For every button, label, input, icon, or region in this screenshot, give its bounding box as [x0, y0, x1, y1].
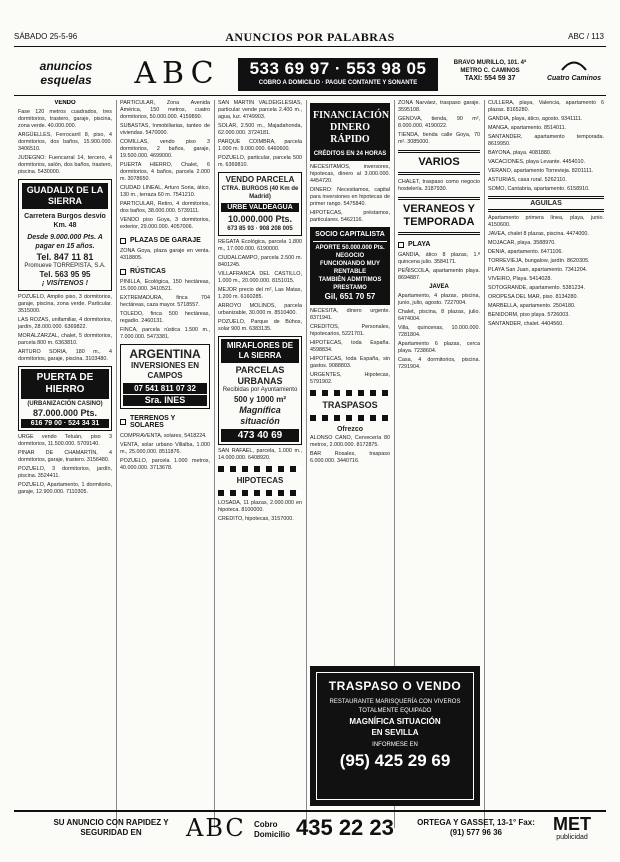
classified-item: VERANO, apartamento Torrevieja. 8201111. [488, 168, 594, 174]
footer-met-logo: MET publicidad [553, 814, 591, 841]
classified-item: ARROYO MOLINOS, parcela urbanizable, 30.000 m. 8510400. [218, 303, 302, 316]
footer-address: ORTEGA Y GASSET, 13-1° Fax: (91) 577 96 36 [417, 818, 535, 837]
classified-item: Fase 120 metros cuadrados, tres dormitorios, trastero, garaje, piscina, zona verde. 40.000.000. [18, 109, 112, 129]
classified-item: PARTICULAR, Zona Avenida América, 150 metros, cuatro dormitorios, 50.000.000. 4159890. [120, 100, 210, 120]
ad-traspaso-sub1: RESTAURANTE MARISQUERÍA CON VIVEROS [329, 699, 461, 705]
curve-icon [561, 59, 587, 71]
ad-traspaso-sub3: MAGNÍFICA SITUACIÓN [349, 717, 441, 726]
ad-vendo-parcela [218, 172, 302, 236]
classified-item: POZUELO, particular, parcela 500 m. 6369810. [218, 155, 302, 168]
header-page-number: ABC / 113 [568, 32, 604, 41]
header-rule [14, 46, 606, 47]
classified-item: SAN RAFAEL, parcela, 1.000 m., 14.000.000. 6408920. [218, 448, 302, 461]
classified-item: JUDEGNO: Fuencarral 14, tercero, 4 dormitorios, salón, dos baños, trastero, piscina. 5430000. [18, 155, 112, 175]
classified-item: Apartamento primera línea, playa, junio. 4150600. [488, 215, 604, 228]
ad-vendo-parcela-price: 10.000.000 Pts. [227, 214, 293, 224]
classified-item: Casa, 4 dormitorios, piscina. 7291904. [398, 357, 480, 370]
classified-item: GANDIA, ático 8 plazas, 1.ª quincena julio. 3584171. [398, 252, 480, 265]
ad-miraflores-sub2: Recibidas por Ayuntamiento [222, 387, 298, 393]
ad-vendo-parcela-sub: CTRA. BURGOS (40 Km de Madrid) [221, 186, 299, 200]
square-icon [120, 419, 126, 425]
classified-item: MOJACAR, playa. 3588970. [488, 240, 556, 246]
section-ofrezco: Ofrezco [336, 426, 364, 433]
ad-vendo-parcela-title: VENDO PARCELA [225, 175, 295, 184]
ad-traspaso-phone: (95) 425 29 69 [339, 751, 451, 770]
classified-item: POZUELO, Apartamento, 1 dormitorio, garaje, 12.900.000. 7110305. [18, 482, 112, 495]
banner-abc-logo: ABC [134, 56, 220, 91]
banner-phones-sub: COBRO A DOMICILIO · PAGUE CONTANTE Y SONANTE [258, 80, 418, 86]
classified-item: VACACIONES, playa Levante. 4454010. [488, 159, 585, 165]
classified-item: SOTOGRANDE, apartamento. 5381234. [488, 285, 585, 291]
classified-item: FINCA, parcela rústica 1.500 m., 7.000.000. 5473381. [120, 327, 210, 340]
section-traspasos: TRASPASOS [322, 400, 378, 410]
classified-item: VENDO piso Goya, 3 dormitorios, exterior, 29.000.000. 4057006. [120, 217, 210, 230]
classified-item: SANTANDER, apartamento temporada. 8619950. [488, 134, 604, 147]
classified-item: LOSADA, 11 plazas, 2.000.000 en hipoteca. 8100000. [218, 500, 302, 513]
classified-item: ASTURIAS, casa rural. 5262110. [488, 177, 567, 183]
top-banner [14, 57, 606, 93]
classified-item: NECESITAMOS, inversores, hipotecas, dinero al 3.000.000. 4454720. [310, 164, 390, 184]
footer-slogan: SU ANUNCIO CON RAPIDEZ Y SEGURIDAD EN [53, 818, 169, 837]
classified-item: PINILLA, Ecológica, 150 hectáreas, 15.000.000. 3410521. [120, 279, 210, 292]
ad-guadalix [18, 179, 112, 291]
ad-guadalix-tel2: Tel. 563 95 95 [39, 270, 91, 279]
ad-financiacion-title: FINANCIACIÓN DINERO RÁPIDO [313, 110, 390, 145]
classified-item: SAN MARTÍN VALDEIGLESIAS, particular vende parcela 2.400 m., agua, luz. 4749903. [218, 100, 302, 120]
classified-item: ARGÜELLES, Ferrocarril 8, piso, 4 dormitorios, dos baños, 15.900.000. 3406510. [18, 132, 112, 152]
ad-guadalix-promo: Promueve TORREPISTA, S.A. [24, 263, 106, 269]
classified-item: COMILLAS, vendo piso 3 dormitorios, 2 baños, garaje, 19.500.000. 4699000. [120, 139, 210, 159]
section-hipotecas: HIPOTECAS [236, 476, 284, 485]
classified-item: HIPOTECAS, préstamos, particulares. 5462116. [310, 210, 390, 223]
classified-item: NECESITA, dinero urgente. 8371941. [310, 308, 390, 321]
ad-miraflores [218, 336, 302, 445]
ad-traspaso-sub2: TOTALMENTE EQUIPADO [358, 708, 432, 714]
classified-item: REGATA Ecológica, parcela 1.800 m., 17.000.000. 6190000. [218, 239, 302, 252]
column-divider [306, 100, 307, 828]
ad-argentina-tel: 07 541 811 07 32 [123, 383, 207, 394]
classified-item: ALONSO CANO, Cervecería 80 metros, 2.000.000. 8172875. [310, 435, 390, 448]
classified-item: SOMO, Cantabria, apartamento. 6158910. [488, 186, 590, 192]
banner-address-line3: TAXI: 554 59 37 [464, 75, 516, 82]
banner-anuncios-esquelas: anuncios esquelas [39, 59, 93, 87]
classified-item: MEJOR precio del m², Las Matas, 1.200 m. 6160285. [218, 287, 302, 300]
ad-guadalix-price: Desde 9.000.000 Pts. A pagar en 15 años. [27, 234, 103, 250]
banner-cuatro-caminos-logo: Cuatro Caminos [544, 59, 604, 89]
ad-vendo-parcela-line: URBE VALDEAGUA [221, 203, 299, 212]
classified-item: Villa, quincenas, 10.000.000. 7281804. [398, 325, 480, 338]
ad-socio-tel: Gil, 651 70 57 [324, 292, 376, 301]
footer-cobro: Cobro Domicilio [254, 820, 291, 839]
classified-item: MORALZARZAL, chalet, 5 dormitorios, parcela 800 m. 6363810. [18, 333, 112, 346]
classified-item: MARBELLA, apartamento. 2504180. [488, 303, 576, 309]
classified-item: ZONA Narváez, traspaso garaje. 3595108. [398, 100, 480, 113]
ad-puerta-hierro-tel: 616 79 00 · 524 34 31 [21, 419, 109, 428]
square-icon [120, 238, 126, 244]
ad-socio-title: SOCIO CAPITALISTA [313, 230, 387, 242]
ad-miraflores-sub: PARCELAS URBANAS [235, 365, 285, 386]
ad-argentina-sub: INVERSIONES EN CAMPOS [130, 361, 199, 380]
ad-argentina-title: ARGENTINA [129, 347, 201, 361]
classified-item: GANDIA, playa, ático, agosto. 9341111. [488, 116, 583, 122]
ad-argentina [120, 344, 210, 409]
classified-item: SUBASTAS, Inmobiliarias, tanteo de viviendas. 5470000. [120, 123, 210, 136]
ad-miraflores-tel: 473 40 69 [221, 429, 299, 442]
column-divider [484, 100, 485, 828]
section-playa: PLAYA [398, 241, 480, 248]
classified-item: COMPRAVENTA, solares, 5418224. [120, 433, 207, 439]
checker-divider [218, 466, 302, 472]
header-title: ANUNCIOS POR PALABRAS [225, 30, 395, 44]
page-header [14, 30, 606, 44]
ad-guadalix-title: GUADALIX DE LA SIERRA [22, 183, 108, 209]
classified-item: VENTA, solar urbano Villalba, 1.000 m., 25.000.000. 8511876. [120, 442, 210, 455]
classified-item: VILLAFRANCA DEL CASTILLO, 1.000 m., 20.000.000. 8151015. [218, 271, 302, 284]
classified-item: SANTANDER, chalet. 4404560. [488, 321, 564, 327]
ad-traspaso-frame [316, 672, 474, 800]
classified-item: BAR Rosales, traspaso 6.000.000. 3440716. [310, 451, 390, 464]
ad-guadalix-sub: Carretera Burgos desvío Km. 48 [24, 213, 106, 229]
banner-phones: 533 69 97 · 553 98 05 [249, 59, 427, 78]
classified-item: JAVEA, chalet 8 plazas, piscina. 4474000. [488, 231, 589, 237]
ad-traspaso-restaurante [310, 666, 480, 806]
ad-financiacion-sub: CRÉDITOS EN 24 HORAS [313, 151, 387, 157]
classified-item: PARQUE COIMBRA, parcela 1.000 m. 9.000.000. 6460600. [218, 139, 302, 152]
classified-item: PEÑISCOLA, apartamento playa. 8694887. [398, 268, 480, 281]
classified-item: CULLERA, playa, Valencia, apartamento 6 plazas. 8165280. [488, 100, 604, 113]
classified-item: TIENDA, tienda calle Goya, 70 m². 3085000. [398, 132, 480, 145]
section-plazas-garaje: PLAZAS DE GARAJE [120, 237, 210, 244]
footer-banner [14, 814, 606, 844]
classified-item: PUERTA HIERRO, Chalet, 6 dormitorios, 4 baños, parcela 2.000 m. 3078650. [120, 162, 210, 182]
column-3 [218, 100, 302, 812]
ad-argentina-name: Sra. INES [123, 395, 207, 406]
ad-traspaso-sub5: INFORMESE EN [372, 742, 418, 748]
footer-rule [14, 810, 606, 812]
ad-puerta-hierro-title: PUERTA DE HIERRO [21, 369, 109, 399]
classified-item: EXTREMADURA, finca 704 hectáreas, caza mayor. 5718557. [120, 295, 210, 308]
column-6 [488, 100, 604, 812]
classified-item: CREDITO, hipotecas, 3157000. [218, 516, 294, 522]
footer-abc-logo: ABC [186, 814, 246, 842]
ad-financiacion [310, 103, 390, 161]
header-date: SÁBADO 25-5-96 [14, 32, 78, 41]
classified-item: PLAYA San Juan, apartamento. 7341204. [488, 267, 588, 273]
checker-divider [310, 415, 390, 421]
classified-item: CHALET, traspaso como negocio hostelería. 3187930. [398, 179, 480, 192]
ad-socio-capitalista [310, 227, 390, 305]
column-4 [310, 100, 390, 660]
banner-address-line1: BRAVO MURILLO, 101. 4ª [453, 60, 527, 66]
classified-item: Apartamento, 4 plazas, piscina, junio, julio, agosto. 7227004. [398, 293, 480, 306]
classified-item: ZONA Goya, plaza garaje en venta. 4318805. [120, 248, 210, 261]
classified-item: ARTURO SORIA, 180 m., 4 dormitorios, garaje, piscina. 3103480. [18, 349, 112, 362]
classified-item: OROPESA DEL MAR, piso. 8134280. [488, 294, 578, 300]
ad-guadalix-visit: ¡ VISÍTENOS ! [42, 280, 88, 287]
column-2 [120, 100, 210, 812]
classified-item: POZUELO, parcela 1.000 metros, 40.000.000. 3713678. [120, 458, 210, 471]
classified-item: POZUELO, Parque de Búhos, solar 900 m. 6383135. [218, 319, 302, 332]
column-divider [214, 100, 215, 828]
banner-phone-box [238, 58, 438, 91]
classified-item: URGE vendo Tetuán, piso 3 dormitorios, 11.500.000. 5709140. [18, 434, 112, 447]
classified-item: BENIDORM, piso playa. 5726003. [488, 312, 570, 318]
column-5 [398, 100, 480, 660]
classified-item: CREDITOS, Personales, hipotecarios, 5221701. [310, 324, 390, 337]
section-javea: JAVEA [429, 284, 449, 290]
ad-vendo-parcela-tel: 673 85 93 · 908 208 005 [227, 226, 293, 232]
classified-item: SOLAR, 2.500 m., Majadahonda, 62.000.000. 3724181. [218, 123, 302, 136]
classified-item: Chalet, piscina, 8 plazas, julio. 6474004. [398, 309, 480, 322]
section-terrenos: TERRENOS Y SOLARES [120, 415, 210, 429]
classified-item: Apartamento 6 plazas, cerca playa. 7238604. [398, 341, 480, 354]
column-divider [116, 100, 117, 828]
ad-guadalix-tel: Tel. 847 11 81 [36, 252, 94, 262]
banner-address [440, 59, 540, 83]
ad-puerta-hierro [18, 366, 112, 431]
classified-item: POZUELO, 3 dormitorios, jardín, piscina. 3524411. [18, 466, 112, 479]
classified-item: URGENTES, Hipotecas, 5791902. [310, 372, 390, 385]
classified-item: PARTICULAR, Retiro, 4 dormitorios, dos baños, 38.000.000. 5739111. [120, 201, 210, 214]
section-rusticas: RÚSTICAS [120, 268, 210, 275]
footer-phone: 435 22 23 [296, 815, 394, 840]
ad-socio-body: APORTE 50.000.000 Pts. NEGOCIO FUNCIONANDO MUY RENTABLE [315, 245, 385, 275]
column-1 [18, 100, 112, 812]
section-vendo: VENDO [54, 100, 76, 106]
checker-divider [310, 390, 390, 396]
classified-item: DENIA, apartamento. 6471106. [488, 249, 563, 255]
classified-item: GENOVA, tienda, 90 m², 8.000.000. 4190022. [398, 116, 480, 129]
square-icon [120, 269, 126, 275]
section-veraneos: VERANEOS Y TEMPORADA [398, 197, 480, 235]
ad-socio-sub: TAMBIÉN ADMITIMOS PRESTAMO [318, 277, 382, 291]
classified-item: BAYONA, playa. 4081880. [488, 150, 552, 156]
ad-miraflores-tag: Magnífica situación [239, 405, 281, 426]
classified-item: TOLEDO, finca 500 hectáreas, regadío. 2460131. [120, 311, 210, 324]
ad-miraflores-title: MIRAFLORES DE LA SIERRA [221, 339, 299, 363]
ad-puerta-hierro-price: 87.000.000 Pts. [32, 408, 98, 418]
ad-miraflores-size: 500 y 1000 m² [233, 395, 287, 404]
classified-item: HIPOTECAS, toda España, sin gastos. 9088803. [310, 356, 390, 369]
banner-address-line2: METRO C. CAMINOS [460, 68, 520, 74]
classified-item: DINERO: Necesitamos, capital para inversiones en hipotecas de primer rango. 5475840. [310, 187, 390, 207]
classified-item: PINAR DE CHAMARTÍN, 4 dormitorios, garaje, trastero. 3156480. [18, 450, 112, 463]
ad-traspaso-title: TRASPASO O VENDO [328, 679, 462, 693]
checker-divider [218, 490, 302, 496]
classified-item: LAS ROZAS, unifamiliar, 4 dormitorios, jardín, 28.000.000. 6369822. [18, 317, 112, 330]
ad-puerta-hierro-sub: (URBANIZACIÓN CASINO) [27, 401, 103, 407]
square-icon [398, 242, 404, 248]
classified-item: POZUELO, Amplio piso, 3 dormitorios, garaje, piscina, zona verde. Particular. 3515000. [18, 294, 112, 314]
classified-item: HIPOTECAS, toda España. 4598834. [310, 340, 390, 353]
classified-item: TORREVIEJA, bungalow, jardín. 8620305. [488, 258, 590, 264]
classified-item: CIUDALCAMPO, parcela 2.500 m. 8401245. [218, 255, 302, 268]
ad-traspaso-sub4: EN SEVILLA [371, 728, 419, 737]
section-varios: VARIOS [398, 150, 480, 175]
classified-item: CIUDAD LINEAL, Arturo Soria, ático, 130 m., terraza 60 m. 7541210. [120, 185, 210, 198]
section-aguilas: AGUILAS [488, 196, 604, 212]
classified-item: MANGA, apartamento. 8514011. [488, 125, 567, 131]
classified-item: VIVEIRO, Playa. 5414028. [488, 276, 552, 282]
banner-rule [14, 95, 606, 96]
